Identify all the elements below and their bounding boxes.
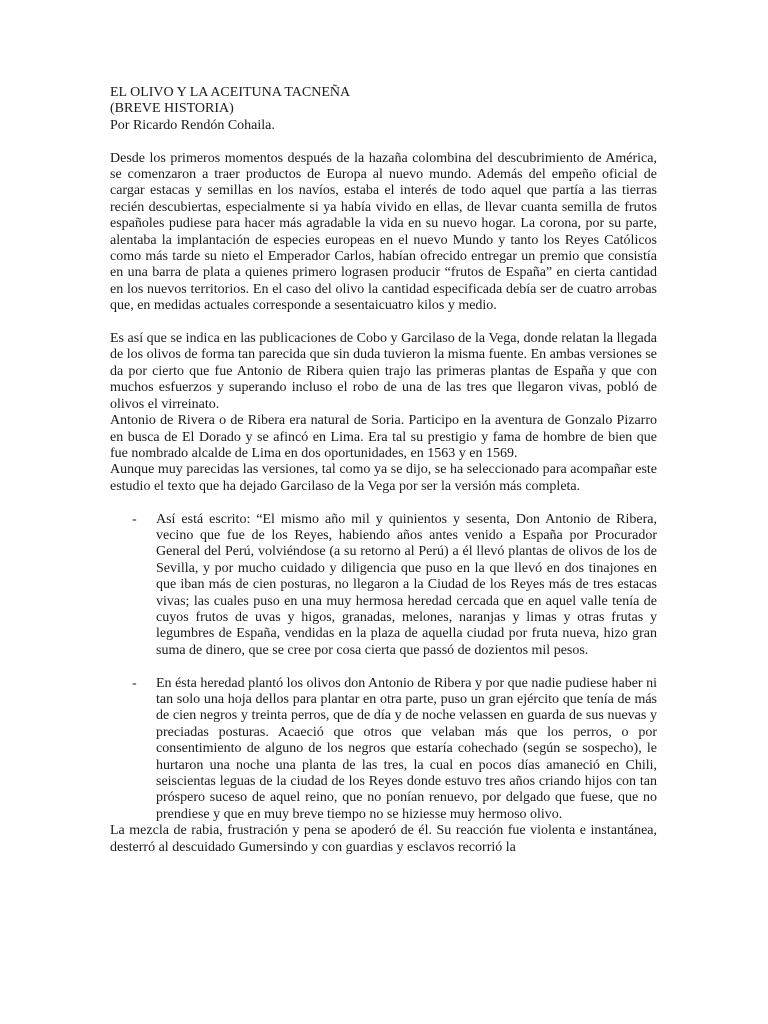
author-byline: Por Ricardo Rendón Cohaila. (110, 117, 275, 133)
document-title: EL OLIVO Y LA ACEITUNA TACNEÑA (110, 85, 351, 100)
paragraph-sources: Es así que se indica en las publicaciones de Cobo y Garcilaso de la Vega, donde relatan la llegada de los olivos de forma tan parecida que sin duda tuvieron la misma fuente. En ambas versiones se da por cierto que fue Antonio de Ribera quien trajo las primeras plantas de España y que con muchos esfuerzos y superando incluso el robo de una de las tres que llegaron vivas, pobló de olivos el virreinato. (110, 331, 657, 412)
list-item (110, 676, 657, 824)
list-dash-marker: - (132, 675, 137, 691)
document-body (110, 85, 657, 856)
document-subtitle: (BREVE HISTORIA) (110, 101, 234, 117)
quote-list (110, 512, 657, 824)
paragraph-introduction: Desde los primeros momentos después de la hazaña colombina del descubrimiento de América, se comenzaron a traer productos de Europa al nuevo mundo. Además del empeño oficial de cargar estacas y semillas en los navíos, estaba el interés de todo aquel que partía a las tierras recién descubiertas, especialmente si ya había vivido en ellas, de llevar cuanta semilla de frutos españoles pudiese para hacer más agradable la vida en su nuevo hogar. La corona, por su parte, alentaba la implantación de especies europeas en el nuevo Mundo y tanto los Reyes Católicos como más tarde su nieto el Emperador Carlos, habían ofrecido entregar un premio que consistía en una barra de plata a quienes primero lograsen producir “frutos de España” en cierta cantidad en los nuevos territorios. En el caso del olivo la cantidad especificada debía ser de cuatro arrobas que, en medidas actuales corresponde a sesentaicuatro kilos y medio. (110, 150, 657, 314)
paragraph-antonio-de-ribera: Antonio de Rivera o de Ribera era natural de Soria. Participo en la aventura de Gonzalo Pizarro en busca de El Dorado y se afincó en Lima. Era tal su prestigio y fama de hombre de bien que fue nombrado alcalde de Lima en dos oportunidades, en 1563 y en 1569. (110, 413, 657, 461)
paragraph-closing: La mezcla de rabia, frustración y pena se apoderó de él. Su reacción fue violenta e instantánea, desterró al descuidado Gumersindo y con guardias y esclavos recorrió la (110, 823, 657, 855)
quote-text-garcilaso-1: Así está escrito: “El mismo año mil y quinientos y sesenta, Don Antonio de Ribera, vecino que fue de los Reyes, habiendo años antes venido a España por Procurador General del Perú, volviéndose (a su retorno al Perú) a él llevó plantas de olivos de los de Sevilla, y por mucho cuidado y diligencia que puso en la que llevó en dos tinajones en que iban más de cien posturas, no llegaron a la Ciudad de los Reyes más de tres estacas vivas; las cuales puso en una muy hermosa heredad cercada que en aquel valle tenía de cuyos frutos de uvas y higos, granadas, melones, naranjas y limas y otras frutas y legumbres de España, vendidas en la plaza de aquella ciudad por fruta nueva, hizo gran suma de dinero, que se cree por cosa cierta que passó de dozientos mil pesos. (156, 511, 657, 658)
paragraph-garcilaso-selection: Aunque muy parecidas las versiones, tal como ya se dijo, se ha seleccionado para acompañar este estudio el texto que ha dejado Garcilaso de la Vega por ser la versión más completa. (110, 462, 657, 494)
list-dash-marker: - (132, 511, 137, 527)
list-item (110, 512, 657, 660)
quote-text-garcilaso-2: En ésta heredad plantó los olivos don Antonio de Ribera y por que nadie pudiese haber ni tan solo una hoja dellos para plantar en otra parte, puso un gran ejército que tenía de más de cien negros y treinta perros, que de día y de noche velassen en guarda de sus nuevas y preciadas posturas. Acaeció que otros que velaban más que los perros, o por consentimiento de alguno de los negros que estaría cohechado (según se sospecho), le hurtaron una noche una planta de las tres, la cual en pocos días amaneció en Chili, seiscientas leguas de la ciudad de los Reyes donde estuvo tres años criando hijos con tan próspero suceso de aquel reino, que no ponían renuevo, por delgado que fuese, que no prendiese y que en muy breve tiempo no se hiziesse muy hermoso olivo. (156, 675, 657, 822)
